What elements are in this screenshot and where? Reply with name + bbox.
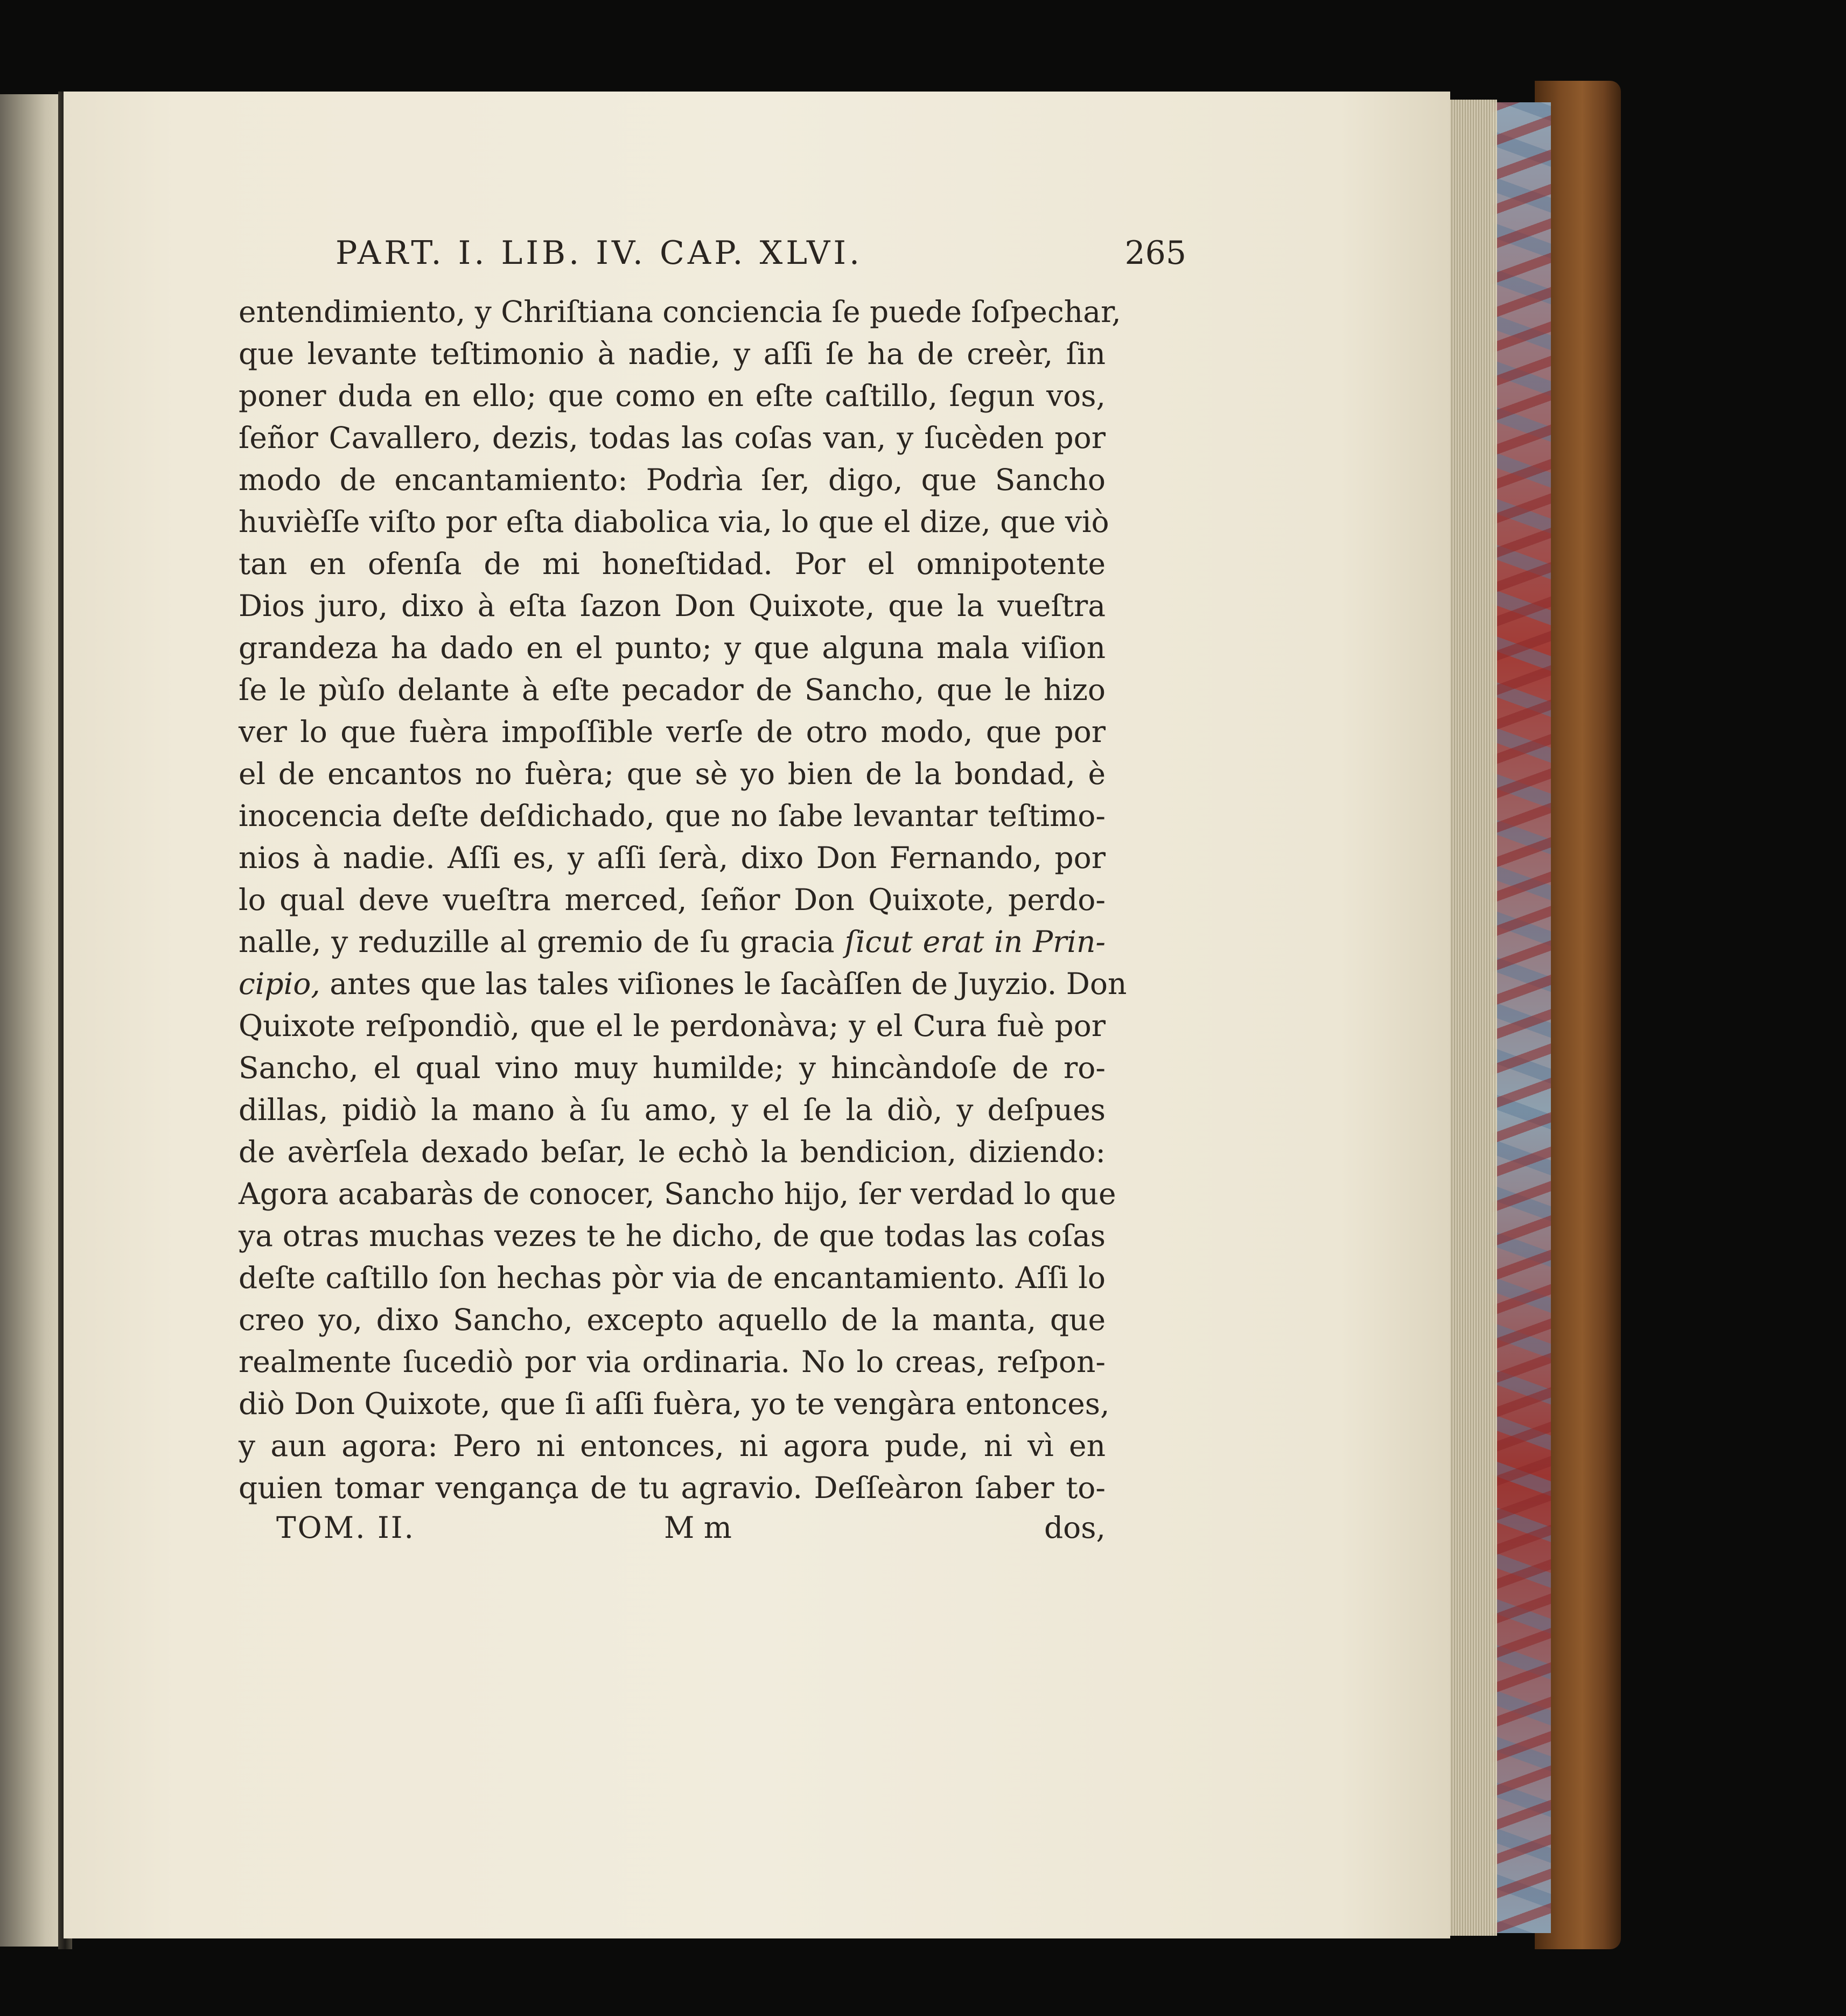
text-line: ſeñor Cavallero, dezis, todas las coſas van, y ſucèden por [239, 421, 1106, 455]
signature-mark: M m [664, 1510, 732, 1545]
text-line: el de encantos no fuèra; que sè yo bien de la bondad, è [239, 757, 1106, 791]
text-line: Dios juro, dixo à eſta ſazon Don Quixote, que la vueſtra [239, 589, 1106, 623]
body-text [239, 291, 1127, 1509]
text-line: diò Don Quixote, que ſi aſſi fuèra, yo te vengàra entonces, [239, 1387, 1110, 1421]
text-line: grandeza ha dado en el punto; y que alguna mala viſion [239, 631, 1106, 665]
text-line: que levante teſtimonio à nadie, y aſſi ſe ha de creèr, ſin [239, 337, 1106, 371]
text-line: de avèrſela dexado beſar, le echò la bendicion, diziendo: [239, 1135, 1106, 1169]
text-line: huvièſſe viſto por eſta diabolica via, lo que el dize, que viò [239, 505, 1109, 539]
text-line: ver lo que fuèra impoſſible verſe de otro modo, que por [239, 715, 1106, 749]
text-line-mixed [239, 963, 1127, 1005]
text-line: realmente ſucediò por via ordinaria. No lo creas, reſpon- [239, 1345, 1106, 1379]
text-line: Quixote reſpondiò, que el le perdonàva; y el Cura fuè por [239, 1009, 1106, 1043]
italic-latin: cipio, [239, 967, 320, 1001]
text-segment: nalle, y reduzille al gremio de ſu gracia [239, 925, 835, 959]
running-head: PART. I. LIB. IV. CAP. XLVI. [335, 234, 863, 272]
catchword: dos, [1044, 1510, 1106, 1545]
text-line: ya otras muchas vezes te he dicho, de que todas las coſas [239, 1219, 1106, 1253]
text-line: dillas, pidiò la mano à ſu amo, y el ſe la diò, y deſpues [239, 1093, 1106, 1127]
text-line: tan en ofenſa de mi honeſtidad. Por el omnipotente [239, 547, 1106, 581]
volume-label: TOM. II. [276, 1510, 415, 1545]
text-line: modo de encantamiento: Podrìa ſer, digo, que Sancho [239, 463, 1106, 497]
text-line: y aun agora: Pero ni entonces, ni agora pude, ni vì en [239, 1429, 1106, 1463]
page-number: 265 [1124, 234, 1186, 272]
text-line: creo yo, dixo Sancho, excepto aquello de la manta, que [239, 1303, 1106, 1337]
text-line: Agora acabaràs de conocer, Sancho hijo, ſer verdad lo que [239, 1177, 1116, 1211]
marbled-edge [1492, 102, 1551, 1933]
page-header [335, 234, 1186, 283]
page-footer [276, 1510, 1106, 1553]
text-line: Sancho, el qual vino muy humilde; y hincàndoſe de ro- [239, 1051, 1106, 1085]
text-line: ſe le pùſo delante à eſte pecador de Sancho, que le hizo [239, 673, 1106, 707]
text-line: entendimiento, y Chriſtiana conciencia ſe puede ſoſpechar, [239, 295, 1121, 329]
text-line: inocencia deſte deſdichado, que no ſabe levantar teſtimo- [239, 799, 1106, 833]
book-page [64, 92, 1450, 1938]
text-line: quien tomar vengança de tu agravio. Deſſeàron ſaber to- [239, 1471, 1106, 1505]
text-line: lo qual deve vueſtra merced, ſeñor Don Quixote, perdo- [239, 883, 1106, 917]
text-line-mixed [239, 921, 1106, 963]
text-line: nios à nadie. Aſſi es, y aſſi ſerà, dixo Don Fernando, por [239, 841, 1106, 875]
text-line: deſte caſtillo ſon hechas pòr via de encantamiento. Aſſi lo [239, 1261, 1106, 1295]
text-segment: antes que las tales viſiones le ſacàſſen de Juyzio. Don [330, 967, 1127, 1001]
facing-page-edge [0, 94, 65, 1947]
text-line: poner duda en ello; que como en eſte caſtillo, ſegun vos, [239, 379, 1106, 413]
page-block-edge [1443, 100, 1497, 1936]
italic-latin: ſicut erat in Prin- [844, 925, 1106, 959]
